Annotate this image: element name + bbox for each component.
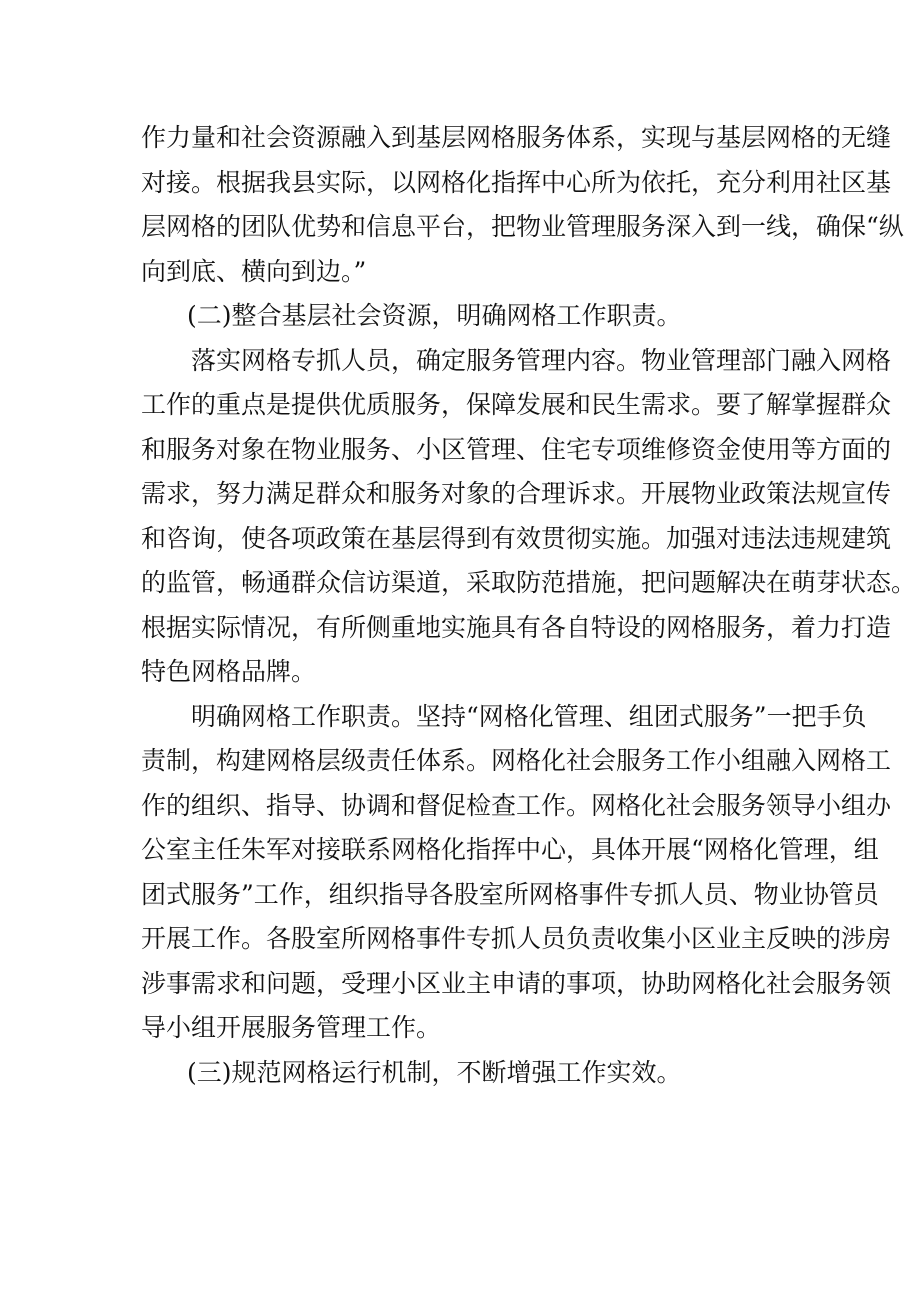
- text-line: 和服务对象在物业服务、小区管理、住宅专项维修资金使用等方面的: [141, 434, 892, 464]
- section-heading: [141, 294, 783, 339]
- text-line: 团式服务”工作，组织指导各股室所网格事件专抓人员、物业协管员: [141, 879, 879, 909]
- text-line: 涉事需求和问题，受理小区业主申请的事项，协助网格化社会服务领: [141, 968, 892, 998]
- text-line: 公室主任朱军对接联系网格化指挥中心，具体开展“网格化管理，组: [141, 835, 879, 864]
- text-line: 向到底、横向到边。”: [141, 256, 367, 286]
- heading-text: (三)规范网格运行机制，不断增强工作实效。: [187, 1057, 682, 1087]
- heading-text: (二)整合基层社会资源，明确网格工作职责。: [187, 301, 682, 330]
- text-line: 作的组织、指导、协调和督促检查工作。网格化社会服务领导小组办: [141, 790, 892, 820]
- section-heading: [141, 1051, 783, 1096]
- paragraph: [141, 339, 917, 695]
- text-line: 根据实际情况，有所侧重地实施具有各自特设的网格服务，着力打造: [141, 612, 892, 642]
- document-body: [141, 116, 917, 1095]
- text-line: 开展工作。各股室所网格事件专抓人员负责收集小区业主反映的涉房: [141, 924, 892, 953]
- text-line: 的监管，畅通群众信访渠道，采取防范措施，把问题解决在萌芽状态。: [141, 568, 917, 597]
- text-line: 作力量和社会资源融入到基层网格服务体系，实现与基层网格的无缝: [141, 123, 892, 152]
- text-line: 特色网格品牌。: [141, 657, 317, 686]
- text-line: 对接。根据我县实际，以网格化指挥中心所为依托，充分利用社区基: [141, 167, 892, 197]
- paragraph: [141, 695, 892, 1051]
- text-line: 明确网格工作职责。坚持“网格化管理、组团式服务”一把手负: [191, 701, 867, 731]
- text-line: 导小组开展服务管理工作。: [141, 1013, 442, 1042]
- text-line: 落实网格专抓人员，确定服务管理内容。物业管理部门融入网格: [191, 345, 892, 375]
- text-line: 责制，构建网格层级责任体系。网格化社会服务工作小组融入网格工: [141, 746, 892, 775]
- text-line: 工作的重点是提供优质服务，保障发展和民生需求。要了解掌握群众: [141, 390, 892, 419]
- text-line: 需求，努力满足群众和服务对象的合理诉求。开展物业政策法规宣传: [141, 479, 892, 508]
- text-line: 和咨询，使各项政策在基层得到有效贯彻实施。加强对违法违规建筑: [141, 523, 892, 553]
- paragraph: [141, 116, 904, 294]
- text-line: 层网格的团队优势和信息平台，把物业管理服务深入到一线，确保“纵: [141, 212, 904, 241]
